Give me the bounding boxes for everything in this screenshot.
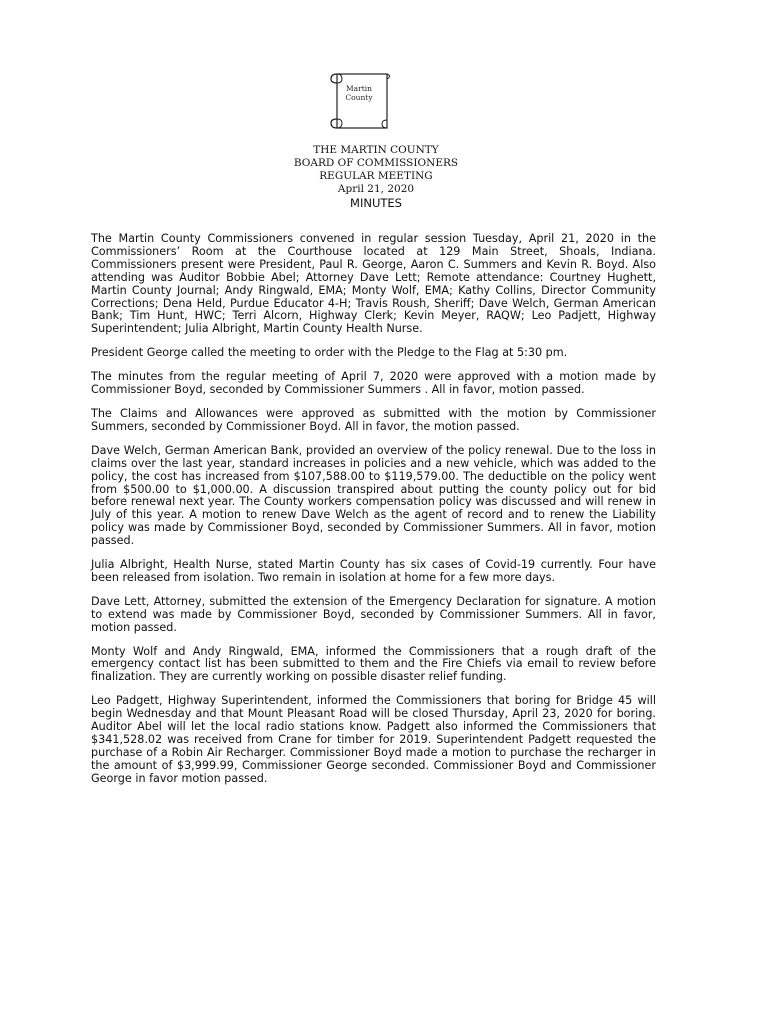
header-meeting-type: REGULAR MEETING — [319, 170, 433, 182]
paragraph-ema: Monty Wolf and Andy Ringwald, EMA, informed the Commissioners that a rough draft of the emergency contact list has been submitted to them and the Fire Chiefs via email to review before finalization. They are currently working on possible disaster relief funding. — [91, 644, 656, 684]
paragraph-highway: Leo Padgett, Highway Superintendent, informed the Commissioners that boring for Bridge 45 will begin Wednesday and that Mount Pleasant Road will be closed Thursday, April 23, 2020 for boring. Auditor Abel will let the local radio stations know. Padgett also informed the Commissioners that $341,528.02 was received from Crane for timber for 2019. Superintendent Padgett requested the purchase of a Robin Air Recharger. Commissioner Boyd made a motion to purchase the recharger in the amount of $3,999.99, Commissioner George seconded. Commissioner Boyd and Commissioner George in favor motion passed. — [91, 694, 656, 785]
logo-label — [327, 84, 391, 102]
paragraph-claims: The Claims and Allowances were approved as submitted with the motion by Commissioner Summers, seconded by Commissioner Boyd. All in favor, the motion passed. — [91, 406, 656, 433]
paragraph-attorney: Dave Lett, Attorney, submitted the extension of the Emergency Declaration for signature. A motion to extend was made by Commissioner Boyd, seconded by Commissioner Summers. All in favor, motion passed. — [91, 594, 656, 634]
paragraph-minutes-approval: The minutes from the regular meeting of April 7, 2020 were approved with a motion made by Commissioner Boyd, seconded by Commissioner Summers . All in favor, motion passed. — [91, 370, 656, 397]
paragraph-call-to-order: President George called the meeting to order with the Pledge to the Flag at 5:30 pm. — [91, 346, 568, 360]
header-date: April 21, 2020 — [337, 183, 415, 195]
county-seal-logo — [327, 70, 391, 132]
minutes-body — [91, 233, 656, 797]
logo-line-2: County — [345, 93, 373, 102]
header-minutes: MINUTES — [350, 196, 402, 210]
paragraph-insurance: Dave Welch, German American Bank, provided an overview of the policy renewal. Due to the loss in claims over the last year, standard increases in policies and a new vehicle, which was added to the policy, the cost has increased from $107,588.00 to $119,579.00. The deductible on the policy went from $500.00 to $1,000.00. A discussion transpired about putting the county policy out for bid before renewal next year. The County workers compensation policy was discussed and will renew in July of this year. A motion to renew Dave Welch as the agent of record and to renew the Liability policy was made by Commissioner Boyd, seconded by Commissioner Summers. All in favor, motion passed. — [91, 443, 656, 548]
paragraph-attendance: The Martin County Commissioners convened in regular session Tuesday, April 21, 2020 in the Commissioners’ Room at the Courthouse located at 129 Main Street, Shoals, Indiana. Commissioners present were President, Paul R. George, Aaron C. Summers and Kevin R. Boyd. Also attending was Auditor Bobbie Abel; Attorney Dave Lett; Remote attendance: Courtney Hughett, Martin County Journal; Andy Ringwald, EMA; Monty Wolf, EMA; Kathy Collins, Director Community Corrections; Dena Held, Purdue Educator 4-H; Travis Roush, Sheriff; Dave Welch, German American Bank; Tim Hunt, HWC; Terri Alcorn, Highway Clerk; Kevin Meyer, RAQW; Leo Padjett, Highway Superintendent; Julia Albright, Martin County Health Nurse. — [91, 232, 656, 336]
paragraph-health-nurse: Julia Albright, Health Nurse, stated Martin County has six cases of Covid-19 currently. Four have been released from isolation. Two remain in isolation at home for a few more days. — [91, 558, 656, 584]
logo-line-1: Martin — [346, 84, 372, 93]
header-county: THE MARTIN COUNTY — [313, 144, 439, 156]
document-header — [0, 144, 752, 210]
header-board: BOARD OF COMMISSIONERS — [293, 157, 459, 169]
